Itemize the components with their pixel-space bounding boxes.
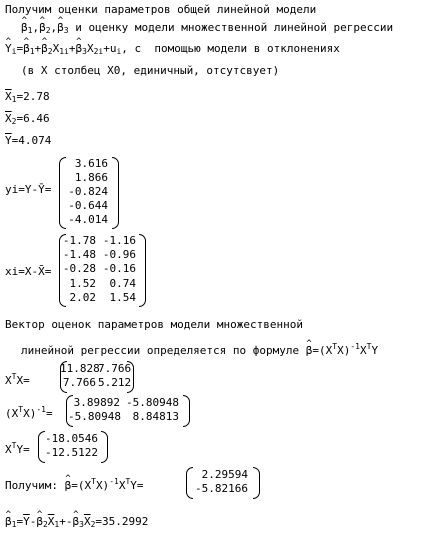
xi-label: xi=X-X̄= — [5, 265, 52, 278]
xty-value: -18.0546 — [45, 432, 98, 445]
xty-right-paren — [101, 431, 108, 463]
vector-text-line-1: Вектор оценок параметров модели множественной — [5, 318, 304, 331]
xtx-inv-label: $(X^TX)^{-1}=$ — [5, 405, 53, 420]
xtx-inv-cell: -5.80948 — [126, 396, 179, 409]
xi-cell: 1.54 — [109, 291, 136, 304]
yi-value: -4.014 — [68, 213, 108, 226]
xi-cell: 2.02 — [69, 291, 96, 304]
yi-value: 3.616 — [74, 157, 108, 170]
xtx-label: $X^TX=$ — [5, 372, 30, 387]
xtx-inv-cell: 3.89892 — [73, 396, 120, 409]
result-value: -5.82166 — [195, 482, 248, 495]
result-formula: Получим: ^ $\beta=(X^TX)^{-1}X^TY=$ — [5, 475, 144, 493]
intro-line-4: (в X столбец X0, единичный, отсутсвует) — [21, 64, 280, 77]
xi-right-paren — [139, 234, 146, 307]
yi-label: yi=Y-Ȳ= — [5, 183, 52, 196]
vector-text-line-2: линейной регрессии определяется по формуле ^ $\beta=(X^TX)^{-1}X^TY$ — [21, 340, 378, 358]
xtx-cell: 7.766 — [62, 376, 96, 389]
xi-cell: 1.52 — [69, 277, 96, 290]
xtx-inv-right-paren — [183, 395, 190, 427]
yi-value: -0.824 — [68, 185, 108, 198]
xi-cell: -1.16 — [102, 234, 136, 247]
xi-cell: -0.16 — [102, 262, 136, 275]
yi-value: -0.644 — [68, 199, 108, 212]
result-right-paren — [253, 467, 260, 499]
yi-right-paren — [112, 157, 119, 229]
beta1-formula: ^ $\beta_1=\overline{Y}-\^{}$ $\beta_2\overline{X}_1+-\^{}$ $\beta_3\overline{X}_2=35.2992$ — [5, 515, 148, 532]
result-value: 2.29594 — [201, 468, 248, 481]
xi-cell: -0.96 — [102, 248, 136, 261]
xtx-cell: 7.766 — [98, 362, 132, 375]
xi-cell: 0.74 — [109, 277, 136, 290]
xty-label: $X^TY=$ — [5, 441, 30, 456]
xtx-cell: 5.212 — [98, 376, 132, 389]
xty-value: -12.5122 — [45, 446, 98, 459]
mean-x1: $\overline{X}_1=2.78$ — [5, 90, 50, 104]
intro-line-2: ^ $\beta_1,\^{}$ $\beta_2,\^{}$ $\beta_3$ и оценку модели множественной линейной регрессии — [21, 21, 393, 38]
intro-line-1: Получим оценки параметров общей линейной модели — [5, 3, 317, 16]
xi-cell: -0.28 — [62, 262, 96, 275]
mean-x2: $\overline{X}_2=6.46$ — [5, 112, 50, 126]
xtx-cell: 11.828 — [60, 362, 100, 375]
mean-y: $\overline{Y}=4.074$ — [5, 134, 52, 147]
xtx-inv-cell: -5.80948 — [68, 410, 121, 423]
xtx-inv-cell: 8.84813 — [132, 410, 179, 423]
xi-cell: -1.48 — [62, 248, 96, 261]
yi-value: 1.866 — [74, 171, 108, 184]
xi-cell: -1.78 — [62, 234, 96, 247]
intro-line-3-model: ^ $Y_i=\^{}$ $\beta_1+\^{}$ $\beta_2X_{1i}+\^{}$ $\beta_3X_{2i}+u_i$, с помощью модели в отклонениях — [5, 42, 340, 59]
